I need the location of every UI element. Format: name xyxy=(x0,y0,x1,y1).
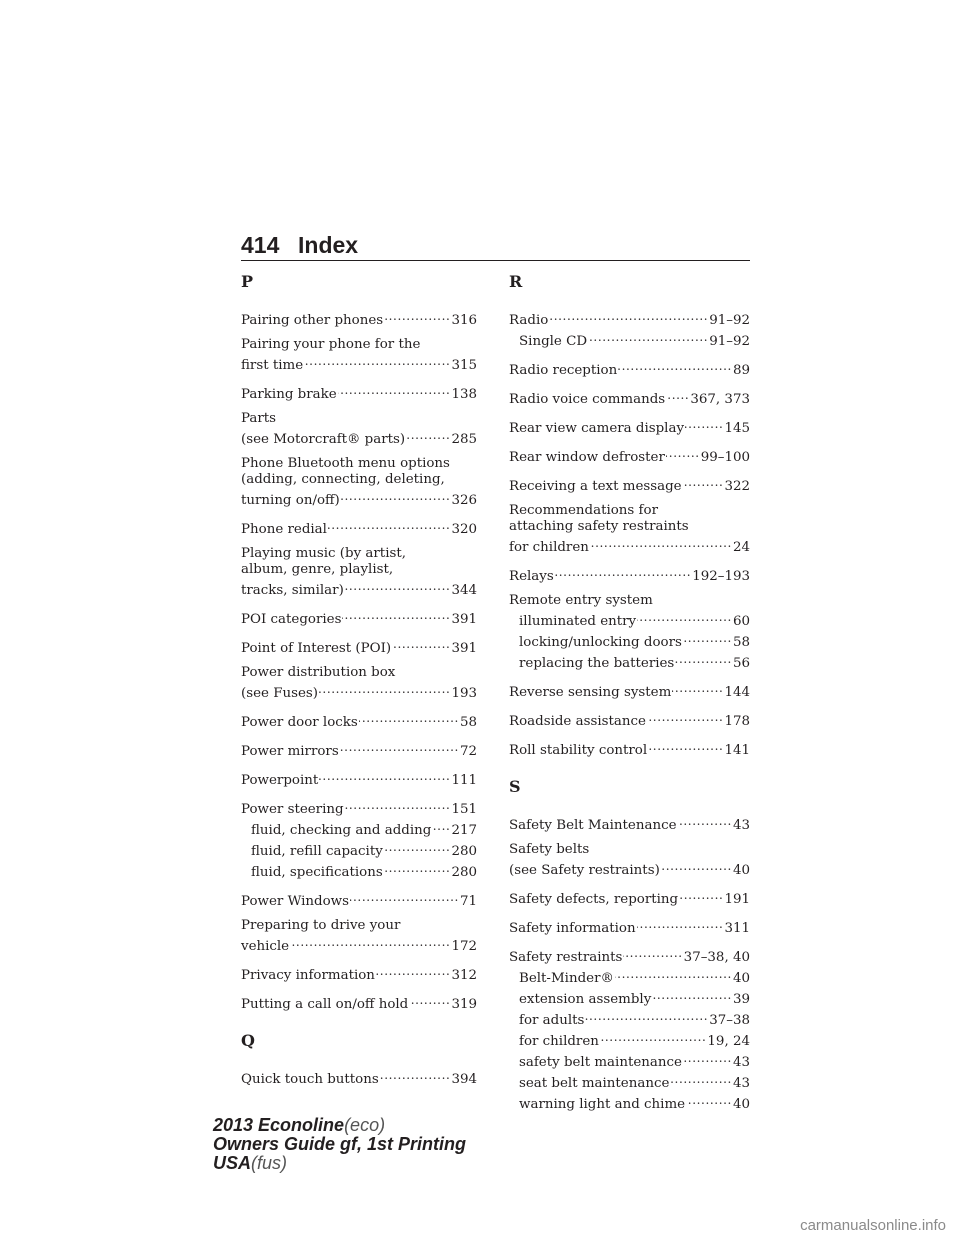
index-entry-line xyxy=(241,353,477,374)
entry-term: tracks, similar) xyxy=(241,583,344,598)
index-subentry-line xyxy=(509,1008,750,1029)
entry-page-ref: 326 xyxy=(451,493,477,508)
index-subentry-line xyxy=(509,329,750,350)
dot-leader xyxy=(350,889,459,905)
entry-term: Roll stability control xyxy=(509,743,648,758)
entry-term: warning light and chime xyxy=(519,1097,686,1112)
entry-page-ref: 91–92 xyxy=(709,313,750,328)
entry-term: Rear window defroster xyxy=(509,450,665,465)
dot-leader xyxy=(675,651,732,667)
dot-leader xyxy=(647,709,724,725)
entry-term: seat belt maintenance xyxy=(519,1076,670,1091)
entry-term: Rear view camera display xyxy=(509,421,685,436)
entry-page-ref: 56 xyxy=(732,656,750,671)
entry-page-ref: 144 xyxy=(724,685,750,700)
dot-leader xyxy=(328,517,450,533)
entry-term: Phone redial xyxy=(241,522,327,537)
index-letter-heading: P xyxy=(241,272,254,291)
entry-term: Roadside assistance xyxy=(509,714,646,729)
entry-term: Phone Bluetooth menu options xyxy=(241,456,450,471)
index-entry xyxy=(241,665,477,702)
index-entry xyxy=(509,945,750,1113)
footer-line-3 xyxy=(213,1154,466,1173)
entry-term: turning on/off) xyxy=(241,493,340,508)
index-entry-line xyxy=(509,503,750,519)
entry-page-ref: 40 xyxy=(732,863,750,878)
index-entry-line xyxy=(241,681,477,702)
index-entry-line xyxy=(509,445,750,466)
entry-term: Power door locks xyxy=(241,715,358,730)
entry-term: safety belt maintenance xyxy=(519,1055,682,1070)
entry-page-ref: 91–92 xyxy=(709,334,750,349)
index-entry-line xyxy=(241,889,477,910)
dot-leader xyxy=(652,987,732,1003)
index-entry xyxy=(509,445,750,466)
entry-page-ref: 145 xyxy=(724,421,750,436)
dot-leader xyxy=(549,308,708,324)
index-letter-heading: Q xyxy=(241,1031,255,1050)
index-entry-line xyxy=(509,887,750,908)
index-subentry-line xyxy=(509,609,750,630)
dot-leader xyxy=(384,839,451,855)
entry-page-ref: 39 xyxy=(732,992,750,1007)
index-entry xyxy=(241,607,477,628)
entry-term: fluid, specifications xyxy=(251,865,383,880)
index-letter-heading: R xyxy=(509,272,523,291)
entry-term: locking/unlocking doors xyxy=(519,635,682,650)
dot-leader xyxy=(345,578,451,594)
index-entry xyxy=(241,739,477,760)
entry-page-ref: 141 xyxy=(724,743,750,758)
dot-leader xyxy=(648,738,723,754)
index-entry xyxy=(509,503,750,556)
index-entry xyxy=(509,358,750,379)
footer-guide: Owners Guide gf, 1st Printing xyxy=(213,1134,467,1154)
entry-page-ref: 71 xyxy=(459,894,477,909)
entry-page-ref: 280 xyxy=(451,865,477,880)
dot-leader xyxy=(672,680,723,696)
index-entry-line xyxy=(509,358,750,379)
entry-term: Radio xyxy=(509,313,549,328)
dot-leader xyxy=(683,1050,732,1066)
entry-term: Belt-Minder® xyxy=(519,971,614,986)
index-entry-line xyxy=(241,1067,477,1088)
index-subentry-line xyxy=(241,818,477,839)
dot-leader xyxy=(637,609,732,625)
index-entry xyxy=(241,517,477,538)
index-entry-line xyxy=(509,858,750,879)
index-entry-line xyxy=(509,308,750,329)
entry-term: (see Fuses) xyxy=(241,686,319,701)
index-entry-line xyxy=(509,387,750,408)
entry-term: Privacy information xyxy=(241,968,375,983)
index-entry-line xyxy=(509,593,750,609)
entry-page-ref: 322 xyxy=(724,479,750,494)
index-entry-line xyxy=(241,768,477,789)
index-entry-line xyxy=(241,934,477,955)
index-subentry-line xyxy=(509,1071,750,1092)
entry-page-ref: 43 xyxy=(732,1055,750,1070)
index-entry xyxy=(241,546,477,599)
index-entry xyxy=(241,710,477,731)
index-entry xyxy=(509,887,750,908)
entry-term: extension assembly xyxy=(519,992,652,1007)
index-entry xyxy=(241,411,477,448)
dot-leader xyxy=(615,966,732,982)
index-entry xyxy=(241,456,477,509)
dot-leader xyxy=(341,488,451,504)
index-entry-line xyxy=(241,607,477,628)
entry-page-ref: 319 xyxy=(451,997,477,1012)
footer-model-code: (eco) xyxy=(344,1115,386,1135)
entry-term: Power mirrors xyxy=(241,744,339,759)
index-entry xyxy=(241,337,477,374)
index-entry-line xyxy=(241,427,477,448)
entry-page-ref: 391 xyxy=(451,612,477,627)
index-entry-line xyxy=(241,636,477,657)
dot-leader xyxy=(555,564,691,580)
entry-term: Point of Interest (POI) xyxy=(241,641,392,656)
dot-leader xyxy=(392,636,450,652)
index-entry xyxy=(241,992,477,1013)
entry-page-ref: 394 xyxy=(451,1072,477,1087)
entry-term: Powerpoint xyxy=(241,773,319,788)
entry-term: Power Windows xyxy=(241,894,349,909)
entry-page-ref: 367, 373 xyxy=(690,392,750,407)
footer-model: 2013 Econoline xyxy=(213,1115,345,1135)
entry-term: (see Safety restraints) xyxy=(509,863,660,878)
dot-leader xyxy=(666,387,689,403)
index-entry xyxy=(241,918,477,955)
index-entry xyxy=(241,382,477,403)
index-entry xyxy=(241,308,477,329)
dot-leader xyxy=(623,945,682,961)
index-subentry-line xyxy=(509,1092,750,1113)
entry-page-ref: 72 xyxy=(459,744,477,759)
entry-term: (adding, connecting, deleting, xyxy=(241,472,445,487)
index-entry xyxy=(241,1067,477,1088)
footer-market-code: (fus) xyxy=(251,1153,288,1173)
entry-term: (see Motorcraft® parts) xyxy=(241,432,406,447)
index-entry-line xyxy=(509,738,750,759)
entry-page-ref: 37–38, 40 xyxy=(683,950,750,965)
index-entry xyxy=(509,842,750,879)
dot-leader xyxy=(304,353,450,369)
dot-leader xyxy=(618,358,732,374)
dot-leader xyxy=(661,858,732,874)
entry-term: Recommendations for xyxy=(509,503,658,518)
dot-leader xyxy=(600,1029,707,1045)
entry-term: Safety belts xyxy=(509,842,590,857)
dot-leader xyxy=(686,1092,732,1108)
index-subentry-line xyxy=(241,839,477,860)
index-entry-line xyxy=(241,488,477,509)
entry-term: Safety defects, reporting xyxy=(509,892,679,907)
entry-page-ref: 178 xyxy=(724,714,750,729)
index-entry xyxy=(509,680,750,701)
entry-term: Power distribution box xyxy=(241,665,396,680)
dot-leader xyxy=(384,860,451,876)
entry-term: Power steering xyxy=(241,802,344,817)
page-title: Index xyxy=(298,232,359,258)
entry-page-ref: 99–100 xyxy=(700,450,750,465)
page-number: 414 xyxy=(241,232,280,258)
entry-page-ref: 280 xyxy=(451,844,477,859)
index-entry-line xyxy=(241,337,477,353)
entry-page-ref: 60 xyxy=(732,614,750,629)
index-letter-heading: S xyxy=(509,777,521,796)
entry-page-ref: 111 xyxy=(451,773,477,788)
entry-term: Quick touch buttons xyxy=(241,1072,379,1087)
page-header xyxy=(241,228,750,261)
entry-term: illuminated entry xyxy=(519,614,637,629)
index-entry-line xyxy=(241,472,477,488)
index-subentry-line xyxy=(509,987,750,1008)
index-subentry-line xyxy=(509,1050,750,1071)
index-entry xyxy=(241,889,477,910)
entry-term: for children xyxy=(509,540,589,555)
dot-leader xyxy=(432,818,450,834)
dot-leader xyxy=(679,887,723,903)
index-entry-line xyxy=(241,308,477,329)
index-entry-line xyxy=(509,474,750,495)
index-entry-line xyxy=(509,519,750,535)
index-entry-line xyxy=(241,546,477,562)
index-entry-line xyxy=(241,739,477,760)
entry-page-ref: 320 xyxy=(451,522,477,537)
dot-leader xyxy=(409,992,450,1008)
dot-leader xyxy=(319,681,450,697)
dot-leader xyxy=(376,963,451,979)
footer-line-2 xyxy=(213,1135,466,1154)
entry-term: fluid, checking and adding xyxy=(251,823,432,838)
index-column-right xyxy=(509,264,750,1121)
entry-page-ref: 191 xyxy=(724,892,750,907)
entry-term: Safety information xyxy=(509,921,636,936)
dot-leader xyxy=(683,474,724,490)
entry-page-ref: 43 xyxy=(732,818,750,833)
document-footer xyxy=(213,1116,466,1173)
entry-term: Parts xyxy=(241,411,277,426)
entry-page-ref: 391 xyxy=(451,641,477,656)
footer-market: USA xyxy=(213,1153,252,1173)
index-entry-line xyxy=(509,416,750,437)
entry-term: Putting a call on/off hold xyxy=(241,997,409,1012)
entry-term: Receiving a text message xyxy=(509,479,682,494)
entry-term: fluid, refill capacity xyxy=(251,844,383,859)
dot-leader xyxy=(290,934,450,950)
index-entry-line xyxy=(241,517,477,538)
index-entry-line xyxy=(241,456,477,472)
index-entry-line xyxy=(241,411,477,427)
entry-page-ref: 315 xyxy=(451,358,477,373)
entry-term: Safety Belt Maintenance xyxy=(509,818,677,833)
entry-page-ref: 217 xyxy=(451,823,477,838)
index-entry xyxy=(509,387,750,408)
index-subentry-line xyxy=(509,651,750,672)
index-entry-line xyxy=(509,813,750,834)
entry-term: Pairing other phones xyxy=(241,313,384,328)
dot-leader xyxy=(345,797,451,813)
index-entry xyxy=(509,593,750,672)
entry-page-ref: 285 xyxy=(451,432,477,447)
entry-term: Parking brake xyxy=(241,387,337,402)
dot-leader xyxy=(342,607,450,623)
entry-page-ref: 24 xyxy=(732,540,750,555)
entry-term: for adults xyxy=(519,1013,585,1028)
entry-term: Preparing to drive your xyxy=(241,918,401,933)
index-entry-line xyxy=(241,382,477,403)
entry-page-ref: 89 xyxy=(732,363,750,378)
dot-leader xyxy=(340,739,459,755)
index-entry-line xyxy=(241,963,477,984)
index-entry-line xyxy=(509,535,750,556)
entry-page-ref: 40 xyxy=(732,1097,750,1112)
entry-term: replacing the batteries xyxy=(519,656,675,671)
index-entry-line xyxy=(241,578,477,599)
index-entry-line xyxy=(509,945,750,966)
entry-term: Radio reception xyxy=(509,363,618,378)
index-entry xyxy=(509,416,750,437)
dot-leader xyxy=(590,535,732,551)
entry-page-ref: 19, 24 xyxy=(707,1034,750,1049)
entry-page-ref: 37–38 xyxy=(709,1013,750,1028)
index-entry-line xyxy=(241,562,477,578)
entry-term: first time xyxy=(241,358,304,373)
index-entry xyxy=(509,813,750,834)
index-entry xyxy=(509,916,750,937)
dot-leader xyxy=(380,1067,451,1083)
index-entry-line xyxy=(509,709,750,730)
index-entry xyxy=(509,308,750,350)
index-entry-line xyxy=(241,797,477,818)
dot-leader xyxy=(678,813,732,829)
index-entry-line xyxy=(241,992,477,1013)
index-entry xyxy=(241,963,477,984)
entry-page-ref: 40 xyxy=(732,971,750,986)
index-subentry-line xyxy=(241,860,477,881)
index-entry xyxy=(241,636,477,657)
entry-term: attaching safety restraints xyxy=(509,519,689,534)
dot-leader xyxy=(338,382,451,398)
entry-page-ref: 193 xyxy=(451,686,477,701)
index-entry-line xyxy=(241,710,477,731)
entry-term: for children xyxy=(519,1034,599,1049)
index-subentry-line xyxy=(509,966,750,987)
index-column-left xyxy=(241,264,477,1096)
index-entry-line xyxy=(509,564,750,585)
entry-page-ref: 58 xyxy=(732,635,750,650)
entry-term: Single CD xyxy=(519,334,588,349)
dot-leader xyxy=(384,308,450,324)
entry-term: Reverse sensing system xyxy=(509,685,672,700)
entry-page-ref: 192–193 xyxy=(692,569,750,584)
entry-page-ref: 316 xyxy=(451,313,477,328)
entry-page-ref: 58 xyxy=(459,715,477,730)
dot-leader xyxy=(359,710,459,726)
entry-term: Pairing your phone for the xyxy=(241,337,421,352)
index-entry xyxy=(509,564,750,585)
entry-term: vehicle xyxy=(241,939,290,954)
entry-page-ref: 344 xyxy=(451,583,477,598)
dot-leader xyxy=(670,1071,732,1087)
entry-term: Safety restraints xyxy=(509,950,623,965)
entry-page-ref: 43 xyxy=(732,1076,750,1091)
entry-page-ref: 312 xyxy=(451,968,477,983)
index-entry xyxy=(241,768,477,789)
index-entry xyxy=(509,474,750,495)
entry-page-ref: 138 xyxy=(451,387,477,402)
dot-leader xyxy=(588,329,708,345)
entry-term: Playing music (by artist, xyxy=(241,546,406,561)
footer-line-1 xyxy=(213,1116,466,1135)
index-entry-line xyxy=(241,665,477,681)
dot-leader xyxy=(406,427,450,443)
dot-leader xyxy=(637,916,724,932)
index-entry xyxy=(509,738,750,759)
index-entry xyxy=(241,797,477,881)
dot-leader xyxy=(319,768,450,784)
entry-page-ref: 311 xyxy=(724,921,750,936)
entry-term: Relays xyxy=(509,569,554,584)
index-entry-line xyxy=(241,918,477,934)
index-subentry-line xyxy=(509,1029,750,1050)
index-subentry-line xyxy=(509,630,750,651)
index-entry-line xyxy=(509,680,750,701)
entry-term: album, genre, playlist, xyxy=(241,562,394,577)
dot-leader xyxy=(666,445,700,461)
index-entry-line xyxy=(509,916,750,937)
entry-term: Radio voice commands xyxy=(509,392,666,407)
entry-term: POI categories xyxy=(241,612,342,627)
watermark: carmanualsonline.info xyxy=(800,1217,946,1234)
index-entry-line xyxy=(509,842,750,858)
dot-leader xyxy=(683,630,732,646)
dot-leader xyxy=(685,416,723,432)
index-entry xyxy=(509,709,750,730)
entry-page-ref: 172 xyxy=(451,939,477,954)
entry-term: Remote entry system xyxy=(509,593,653,608)
entry-page-ref: 151 xyxy=(451,802,477,817)
dot-leader xyxy=(585,1008,708,1024)
